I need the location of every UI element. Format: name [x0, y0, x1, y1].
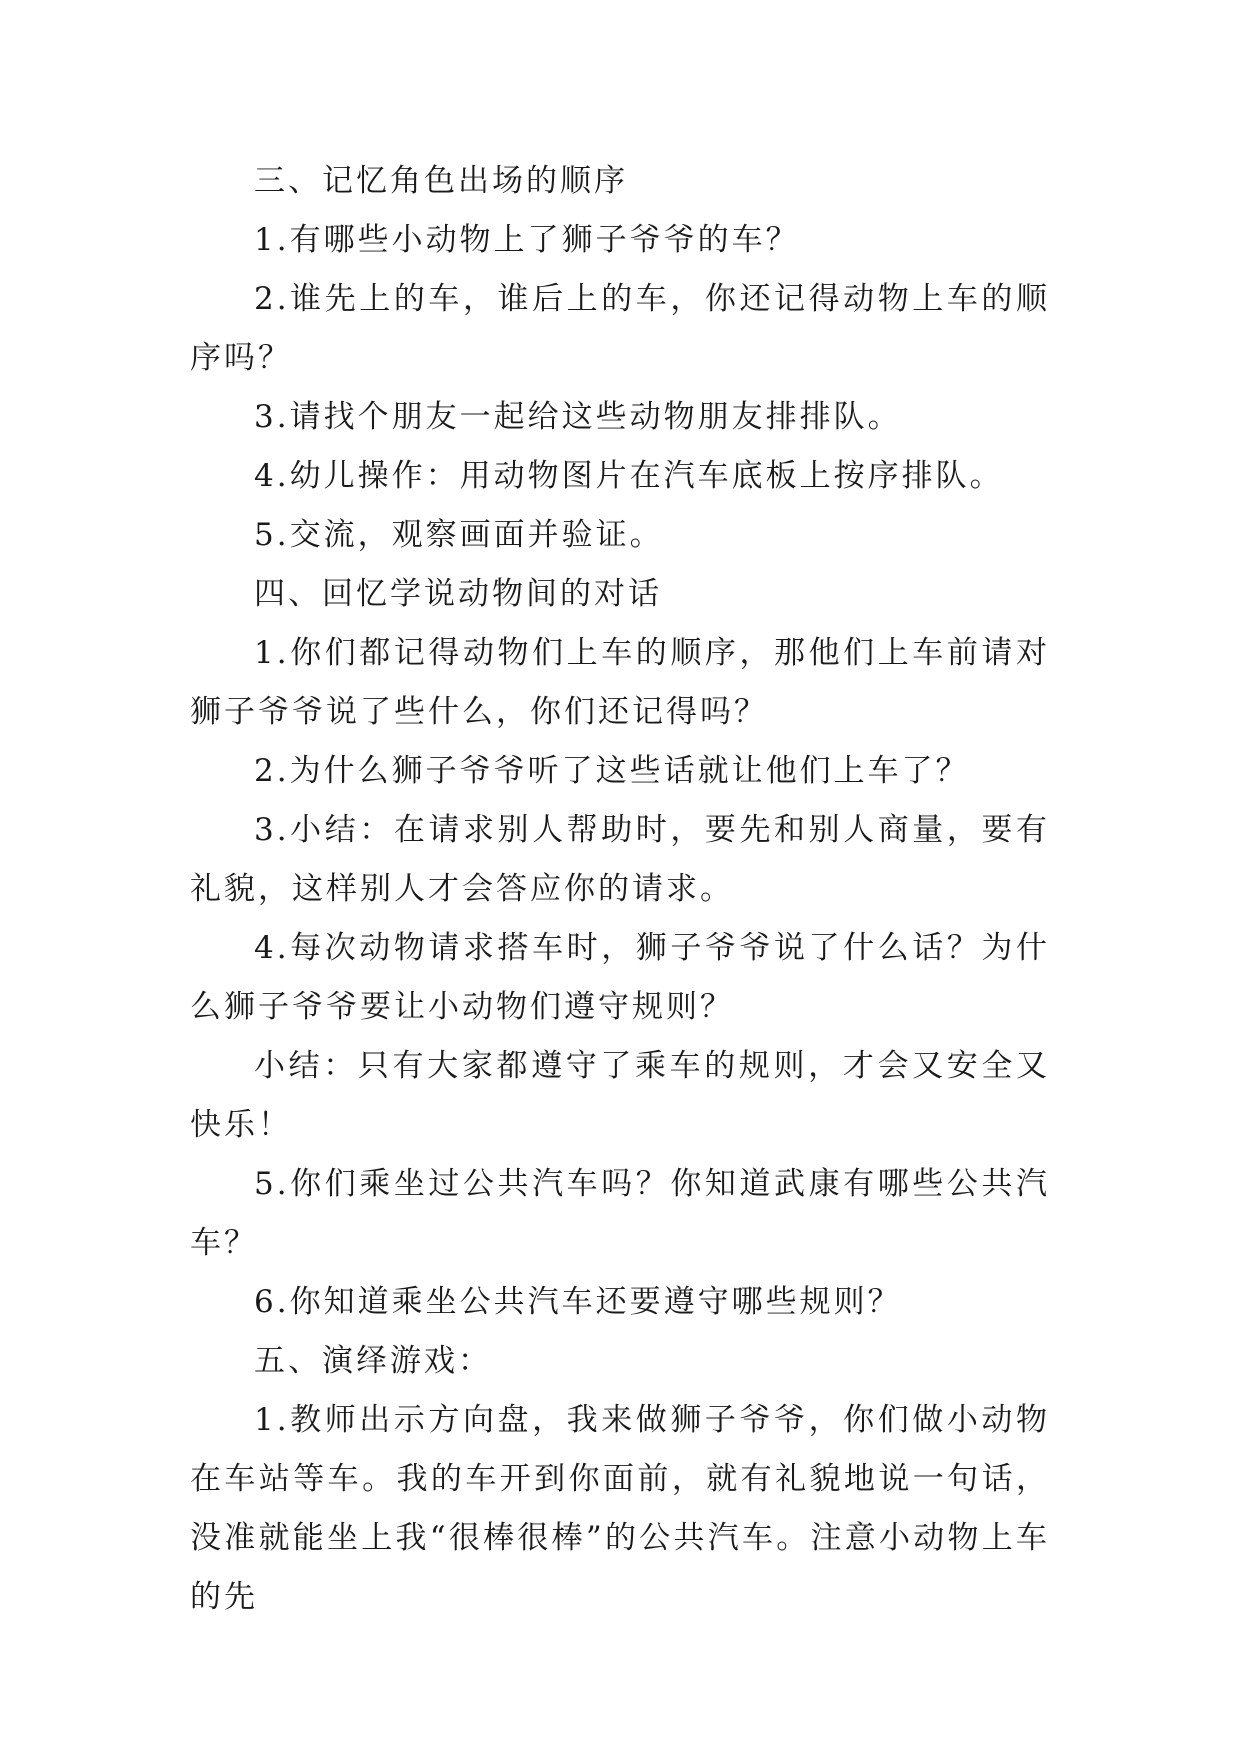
paragraph: 1.有哪些小动物上了狮子爷爷的车？	[254, 222, 800, 258]
paragraph: 3.请找个朋友一起给这些动物朋友排排队。	[254, 399, 902, 435]
section-heading-5: 五、演绎游戏：	[254, 1343, 492, 1379]
paragraph: 4.每次动物请求搭车时，狮子爷爷说了什么话？为什么狮子爷爷要让小动物们遵守规则？	[190, 930, 1050, 1025]
paragraph: 6.你知道乘坐公共汽车还要遵守哪些规则？	[254, 1284, 902, 1320]
paragraph: 4.幼儿操作：用动物图片在汽车底板上按序排队。	[254, 458, 1004, 494]
document-body	[190, 152, 1050, 1627]
section-heading-4: 四、回忆学说动物间的对话	[254, 576, 662, 612]
paragraph: 2.谁先上的车，谁后上的车，你还记得动物上车的顺序吗？	[190, 281, 1050, 376]
paragraph: 1.你们都记得动物们上车的顺序，那他们上车前请对狮子爷爷说了些什么，你们还记得吗？	[190, 635, 1050, 730]
paragraph: 5.交流，观察画面并验证。	[254, 517, 664, 553]
paragraph: 2.为什么狮子爷爷听了这些话就让他们上车了？	[254, 753, 970, 789]
paragraph: 3.小结：在请求别人帮助时，要先和别人商量，要有礼貌，这样别人才会答应你的请求。	[190, 812, 1050, 907]
paragraph: 5.你们乘坐过公共汽车吗？你知道武康有哪些公共汽车？	[190, 1166, 1050, 1261]
section-heading-3: 三、记忆角色出场的顺序	[254, 163, 628, 199]
paragraph: 小结：只有大家都遵守了乘车的规则，才会又安全又快乐！	[190, 1048, 1050, 1143]
paragraph: 1.教师出示方向盘，我来做狮子爷爷，你们做小动物在车站等车。我的车开到你面前，就有礼貌地说一句话，没准就能坐上我“很棒很棒”的公共汽车。注意小动物上车的先	[190, 1402, 1050, 1615]
